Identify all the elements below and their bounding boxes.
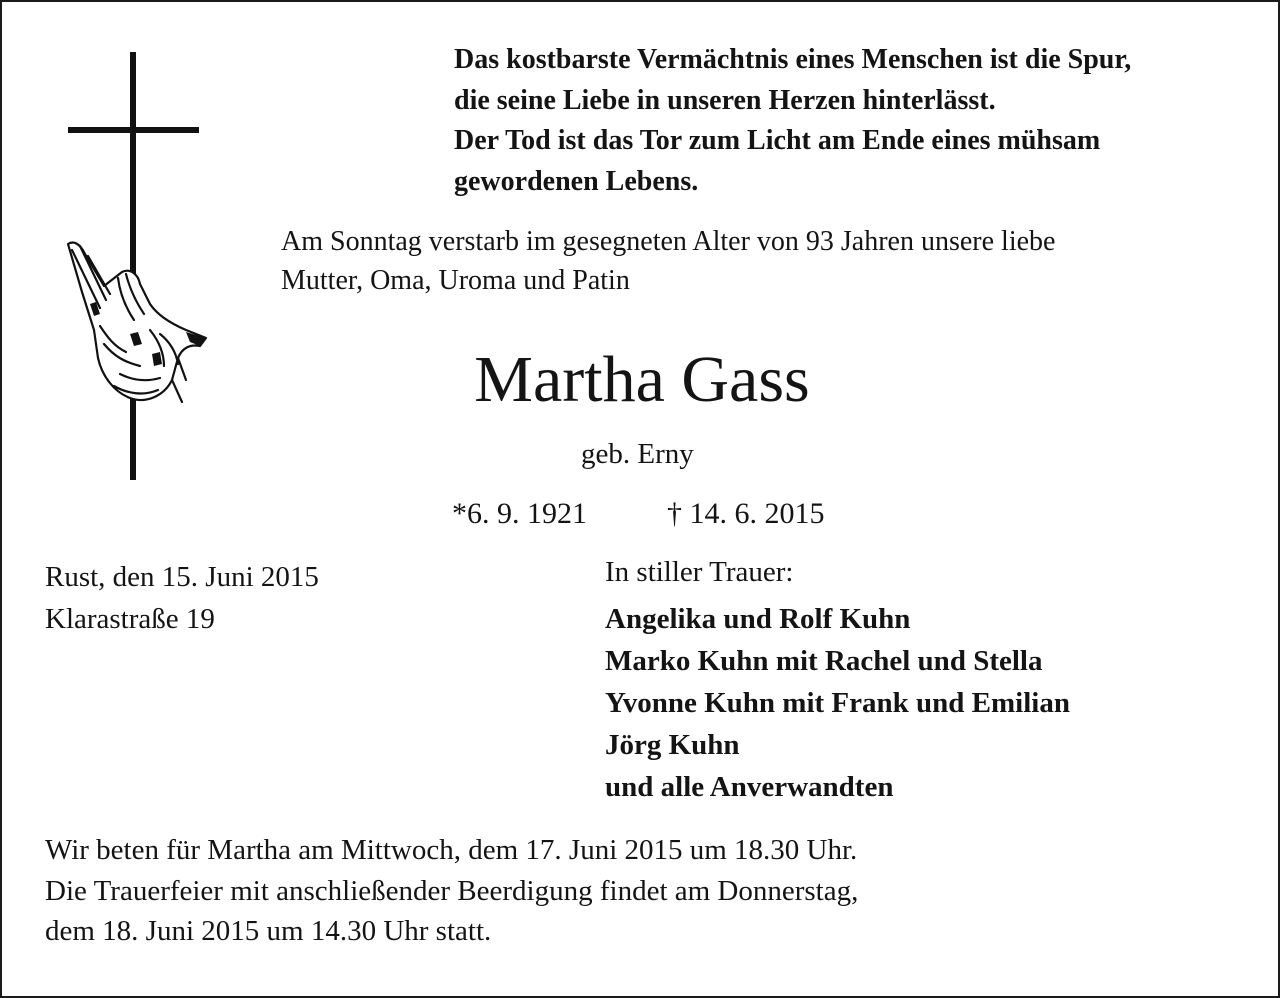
mourners-label: In stiller Trauer:: [605, 556, 794, 588]
service-line: Die Trauerfeier mit anschließender Beerdigung findet am Donnerstag,: [45, 874, 859, 907]
quote-line: Der Tod ist das Tor zum Licht am Ende eines mühsam: [454, 125, 1101, 156]
death-date: † 14. 6. 2015: [667, 497, 825, 530]
service-details: [45, 830, 858, 952]
quote-line: Das kostbarste Vermächtnis eines Menschen ist die Spur,: [454, 44, 1132, 75]
birth-date: *6. 9. 1921: [452, 497, 587, 530]
death-announcement: [281, 222, 1055, 300]
quote-line: gewordenen Lebens.: [454, 165, 699, 197]
mourner-name: Jörg Kuhn: [605, 729, 740, 761]
mourner-name: Angelika und Rolf Kuhn: [605, 603, 911, 635]
service-line: Wir beten für Martha am Mittwoch, dem 17. Juni 2015 um 18.30 Uhr.: [45, 834, 858, 866]
deceased-name: Martha Gass: [474, 343, 810, 416]
cross-icon-bar: [68, 127, 199, 133]
mourner-name: Marko Kuhn mit Rachel und Stella: [605, 645, 1043, 677]
place-and-address: [45, 556, 319, 640]
quote-line: die seine Liebe in unseren Herzen hinterlässt.: [454, 84, 996, 116]
mourners-list: [605, 598, 1070, 808]
mourner-name: Yvonne Kuhn mit Frank und Emilian: [605, 687, 1070, 719]
service-line: dem 18. Juni 2015 um 14.30 Uhr statt.: [45, 915, 492, 947]
announcement-line: Am Sonntag verstarb im gesegneten Alter von 93 Jahren unsere liebe: [281, 226, 1056, 257]
address: Klarastraße 19: [45, 603, 215, 635]
announcement-line: Mutter, Oma, Uroma und Patin: [281, 265, 630, 296]
maiden-name: geb. Erny: [581, 438, 694, 470]
place-date: Rust, den 15. Juni 2015: [45, 561, 319, 593]
mourner-name: und alle Anverwandten: [605, 771, 894, 803]
memorial-quote: [454, 40, 1131, 202]
